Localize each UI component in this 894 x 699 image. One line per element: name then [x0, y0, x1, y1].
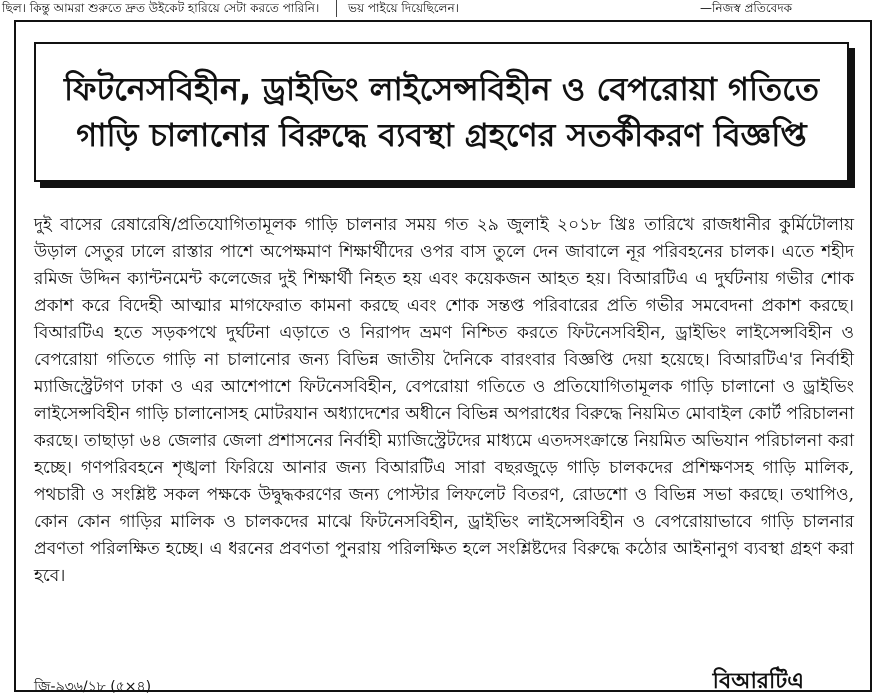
column-divider: [336, 0, 337, 17]
notice-reference-number: জি-৯৩৬/১৮ (৫×৪): [34, 679, 152, 695]
headline-line-1: ফিটনেসবিহীন, ড্রাইভিং লাইসেন্সবিহীন ও বেপরোয়া গতিতে: [63, 70, 820, 108]
notice-body: দুই বাসের রেষারেষি/প্রতিযোগিতামূলক গাড়ি চালনার সময় গত ২৯ জুলাই ২০১৮ খ্রিঃ তারিখে রাজধানীর কুর্মিটোলায় উড়াল সেতুর ঢালে রাস্তার পাশে অপেক্ষমাণ শিক্ষার্থীদের ওপর বাস তুলে দেন জাবালে নূর পরিবহনের চালক। এতে শহীদ রমিজ উদ্দিন ক্যান্টনমেন্ট কলেজের দুই শিক্ষার্থী নিহত হয় এবং কয়েকজন আহত হয়। বিআরটিএ এ দুর্ঘটনায় গভীর শোক প্রকাশ করে বিদেহী আত্মার মাগফেরাত কামনা করছে এবং শোক সন্তপ্ত পরিবারের প্রতি গভীর সমবেদনা প্রকাশ করছে। বিআরটিএ হতে সড়কপথে দুর্ঘটনা এড়াতে ও নিরাপদ ভ্রমণ নিশ্চিত করতে ফিটনেসবিহীন, ড্রাইভিং লাইসেন্সবিহীন ও বেপরোয়া গতিতে গাড়ি না চালানোর জন্য বিভিন্ন জাতীয় দৈনিকে বারংবার বিজ্ঞপ্তি দেয়া হয়েছে। বিআরটিএ'র নির্বাহী ম্যাজিস্ট্রেটগণ ঢাকা ও এর আশেপাশে ফিটনেসবিহীন, বেপরোয়া গতিতে ও প্রতিযোগিতামূলক গাড়ি চালানো ও ড্রাইভিং লাইসেন্সবিহীন গাড়ি চালানোসহ মোটরযান অধ্যাদেশের অধীনে বিভিন্ন অপরাধের বিরুদ্ধে নিয়মিত মোবাইল কোর্ট পরিচালনা করছে। তাছাড়া ৬৪ জেলার জেলা প্রশাসনের নির্বাহী ম্যাজিস্ট্রেটদের মাধ্যমে এতদসংক্রান্তে নিয়মিত অভিযান পরিচালনা করা হচ্ছে। গণপরিবহনে শৃঙ্খলা ফিরিয়ে আনার জন্য বিআরটিএ সারা বছরজুড়ে গাড়ি চালকদের প্রশিক্ষণসহ গাড়ি মালিক, পথচারী ও সংশ্লিষ্ট সকল পক্ষকে উদ্বুদ্ধকরণের জন্য পোস্টার লিফলেট বিতরণ, রোডশো ও বিভিন্ন সভা করছে। তথাপিও, কোন কোন গাড়ির মালিক ও চালকদের মাঝে ফিটনেসবিহীন, ড্রাইভিং লাইসেন্সবিহীন ও বেপরোয়াভাবে গাড়ি চালনার প্রবণতা পরিলক্ষিত হচ্ছে। এ ধরনের প্রবণতা পুনরায় পরিলক্ষিত হলে সংশ্লিষ্টদের বিরুদ্ধে কঠোর আইনানুগ ব্যবস্থা গ্রহণ করা হবে।: [34, 215, 854, 586]
headline-line-2: গাড়ি চালানোর বিরুদ্ধে ব্যবস্থা গ্রহণের সতর্কীকরণ বিজ্ঞপ্তি: [76, 116, 807, 154]
notice-frame: [14, 20, 872, 695]
previous-article-middle-text: ভয় পাইয়ে দিয়েছিলেন।: [348, 1, 459, 15]
previous-article-left-text: ছিল। কিন্তু আমরা শুরুতে দ্রুত উইকেট হারিয়ে সেটা করতে পারিনি।: [2, 1, 320, 15]
headline-box: [34, 42, 849, 182]
previous-article-strip: [0, 0, 894, 20]
reporter-credit: —নিজস্ব প্রতিবেদক: [700, 1, 793, 15]
issuer-signature: বিআরটিএ: [712, 669, 804, 694]
